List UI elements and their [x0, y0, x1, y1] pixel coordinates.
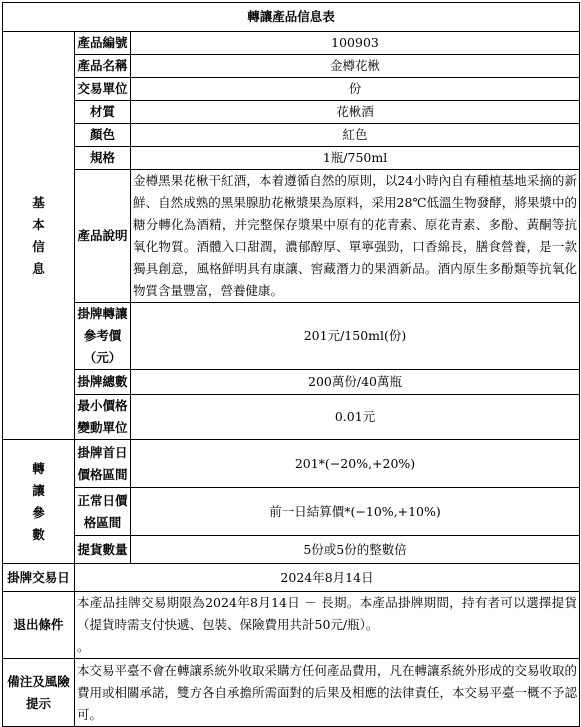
material-label: 材質: [75, 101, 131, 124]
total-label: 掛牌總數: [75, 370, 131, 395]
material-value: 花楸酒: [131, 101, 580, 124]
desc-label: 產品說明: [75, 170, 131, 303]
remark-label: 備注及風險提示: [3, 659, 75, 727]
code-label: 產品編號: [75, 32, 131, 55]
delivery-value: 5份或5份的整數倍: [131, 536, 580, 564]
delivery-label: 提貨數量: [75, 536, 131, 564]
tick-label: 最小價格變動單位: [75, 395, 131, 440]
name-label: 產品名稱: [75, 55, 131, 78]
section-params-char: 讓: [32, 482, 45, 498]
normal-day-label: 正常日價格區間: [75, 488, 131, 536]
spec-value: 1瓶/750ml: [131, 147, 580, 170]
section-basic-char: 信: [32, 238, 45, 254]
section-params-char: 數: [32, 526, 45, 542]
section-params: [3, 440, 75, 564]
exit-label: 退出條件: [3, 592, 75, 659]
exit-extra: 。: [77, 639, 90, 654]
desc-value: 金樽黑果花楸干紅酒，本着遵循自然的原則，以24小時內自有種植基地采摘的新鮮、自然成熟的黑果腺肋花楸漿果為原料，采用28℃低溫生物發酵，將果漿中的糖分轉化為酒精，并完整保存漿果中原有的花青素、原花青素、多酚、黃酮等抗氧化物質。酒體入口甜潤，濃郁醇厚、單寧强勁，口香綿長，膳食營養，是一款獨具創意，風格鮮明具有康讓、窖藏潛力的果酒新品。酒内原生多酚類等抗氧化物質含量豐富，營養健康。: [131, 170, 580, 303]
exit-text: 本產品挂牌交易期限為2024年8月14日 － 長期。本產品掛牌期間，持有者可以選擇提貨（提貨時需支付快遞、包裝、保險費用共計50元/瓶）。: [77, 595, 578, 632]
normal-day-value: 前一日結算價*(−10%,+10%): [131, 488, 580, 536]
listing-date-value: 2024年8月14日: [75, 564, 580, 592]
exit-value: [75, 592, 580, 659]
ref-price-value: 201元/150ml(份): [131, 303, 580, 370]
section-basic-char: 基: [32, 194, 45, 210]
name-value: 金樽花楸: [131, 55, 580, 78]
remark-value: 本交易平臺不會在轉讓系統外收取采購方任何產品費用，凡在轉讓系統外形成的交易收取的費用或相關承諾，雙方各自承擔所需面對的后果及相應的法律責任，本交易平臺一概不予認可。: [75, 659, 580, 727]
section-basic-char: 本: [32, 216, 45, 232]
unit-value: 份: [131, 78, 580, 101]
color-value: 紅色: [131, 124, 580, 147]
color-label: 顏色: [75, 124, 131, 147]
section-params-char: 參: [32, 504, 45, 520]
product-info-table: [2, 2, 580, 727]
ref-price-label: 掛牌轉讓參考價（元）: [75, 303, 131, 370]
first-day-label: 掛牌首日價格區間: [75, 440, 131, 488]
tick-value: 0.01元: [131, 395, 580, 440]
unit-label: 交易單位: [75, 78, 131, 101]
code-value: 100903: [131, 32, 580, 55]
section-basic-info: [3, 32, 75, 440]
total-value: 200萬份/40萬瓶: [131, 370, 580, 395]
spec-label: 規格: [75, 147, 131, 170]
section-basic-char: 息: [32, 260, 45, 276]
listing-date-label: 掛牌交易日: [3, 564, 75, 592]
table-title: 轉讓產品信息表: [3, 3, 580, 32]
section-params-char: 轉: [32, 460, 45, 476]
first-day-value: 201*(−20%,+20%): [131, 440, 580, 488]
